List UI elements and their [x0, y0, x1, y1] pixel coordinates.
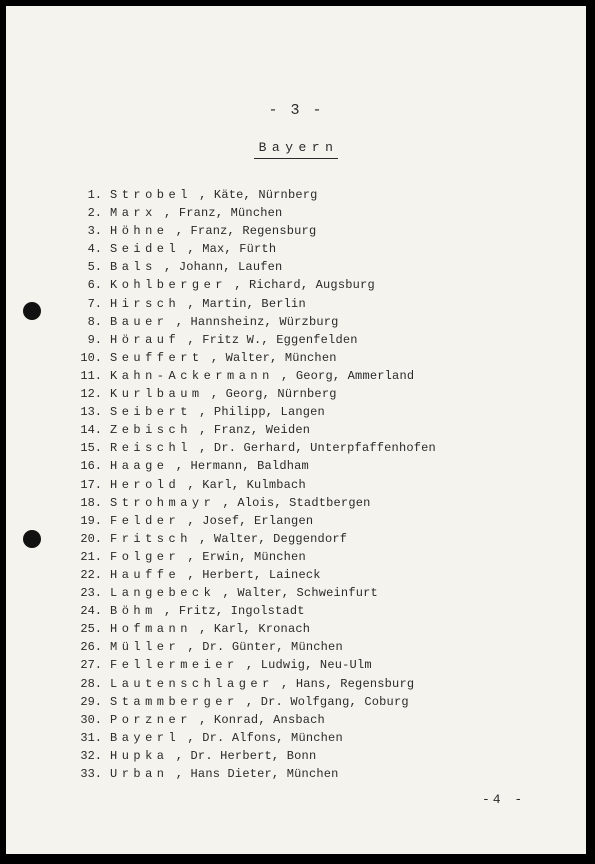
list-item-details: , Franz, Weiden — [199, 423, 311, 438]
list-item-details: , Hans, Regensburg — [281, 676, 415, 691]
list-item — [68, 295, 436, 313]
list-item-details: , Martin, Berlin — [187, 296, 306, 311]
list-item-details: , Fritz W., Eggenfelden — [187, 332, 358, 347]
list-item-details: , Konrad, Ansbach — [199, 712, 325, 727]
list-item-surname: Bayerl — [110, 730, 181, 745]
list-item — [68, 765, 436, 783]
list-item-number: 29. — [80, 694, 102, 709]
list-item-surname: Herold — [110, 477, 181, 492]
list-item-details: , Hermann, Baldham — [175, 459, 309, 474]
list-item-surname: Hupka — [110, 748, 169, 763]
list-item-details: , Georg, Nürnberg — [210, 387, 337, 402]
list-item-details: , Dr. Alfons, München — [187, 730, 343, 745]
list-item-surname: Seibert — [110, 405, 192, 420]
list-item-details: , Walter, Deggendorf — [199, 531, 348, 546]
list-item — [68, 457, 436, 475]
list-item-number: 32. — [80, 748, 102, 763]
list-item — [68, 258, 436, 276]
list-item — [68, 711, 436, 729]
list-item-number: 12. — [80, 387, 102, 402]
list-item-surname: Stammberger — [110, 694, 239, 709]
section-heading — [6, 140, 586, 155]
list-item-surname: Hörauf — [110, 332, 181, 347]
list-item-details: , Georg, Ammerland — [281, 368, 415, 383]
list-item — [68, 512, 436, 530]
list-item-surname: Hofmann — [110, 622, 192, 637]
list-item-surname: Strohmayr — [110, 495, 216, 510]
list-item-number: 17. — [80, 477, 102, 492]
list-item-surname: Reischl — [110, 441, 192, 456]
list-item-surname: Seuffert — [110, 350, 204, 365]
list-item-details: , Alois, Stadtbergen — [222, 495, 371, 510]
list-item-details: , Richard, Augsburg — [234, 278, 375, 293]
list-item-details: , Walter, Schweinfurt — [222, 586, 378, 601]
list-item-number: 33. — [80, 767, 102, 781]
list-item-surname: Böhm — [110, 604, 157, 619]
list-item-details: , Hans Dieter, München — [175, 767, 339, 781]
list-item-number: 24. — [80, 604, 102, 619]
list-item-surname: Fritsch — [110, 531, 192, 546]
list-item — [68, 530, 436, 548]
list-item-number: 30. — [80, 712, 102, 727]
punch-hole — [23, 530, 41, 548]
list-item-surname: Folger — [110, 549, 181, 564]
list-item-details: , Franz, München — [164, 206, 283, 221]
list-item — [68, 331, 436, 349]
list-item-surname: Urban — [110, 767, 169, 781]
list-item — [68, 367, 436, 385]
list-item-surname: Zebisch — [110, 423, 192, 438]
next-page-marker: -4 - — [482, 792, 526, 807]
list-item-details: , Fritz, Ingolstadt — [164, 604, 305, 619]
list-item-details: , Franz, Regensburg — [175, 224, 317, 239]
list-item — [68, 675, 436, 693]
list-item-surname: Lautenschlager — [110, 676, 274, 691]
list-item — [68, 240, 436, 258]
list-item-details: , Philipp, Langen — [199, 405, 325, 420]
list-item-surname: Hirsch — [110, 296, 181, 311]
list-item-surname: Bals — [110, 260, 157, 275]
list-item-number: 3. — [87, 224, 102, 239]
list-item — [68, 620, 436, 638]
list-item — [68, 494, 436, 512]
list-item — [68, 729, 436, 747]
list-item — [68, 584, 436, 602]
list-item — [68, 476, 436, 494]
list-item-number: 18. — [80, 495, 102, 510]
list-item-number: 25. — [80, 622, 102, 637]
list-item — [68, 204, 436, 222]
list-item-surname: Kahn-Ackermann — [110, 368, 274, 383]
list-item-surname: Langebeck — [110, 586, 216, 601]
list-item-details: , Ludwig, Neu-Ulm — [245, 658, 372, 673]
list-item — [68, 638, 436, 656]
list-item-number: 28. — [80, 676, 102, 691]
list-item-surname: Kohlberger — [110, 278, 228, 293]
list-item-details: , Max, Fürth — [187, 242, 277, 257]
list-item-details: , Johann, Laufen — [164, 260, 283, 275]
list-item — [68, 276, 436, 294]
list-item-details: , Herbert, Laineck — [187, 567, 321, 582]
list-item-details: , Erwin, München — [187, 549, 306, 564]
punch-hole — [23, 302, 41, 320]
list-item — [68, 222, 436, 240]
list-item-surname: Höhne — [110, 224, 169, 239]
list-item-surname: Felder — [110, 513, 181, 528]
list-item — [68, 186, 436, 204]
list-item-details: , Dr. Herbert, Bonn — [175, 748, 317, 763]
list-item-surname: Seidel — [110, 242, 181, 257]
list-item-surname: Strobel — [110, 188, 192, 202]
list-item — [68, 349, 436, 367]
list-item-number: 5. — [87, 260, 102, 275]
list-item-number: 8. — [87, 314, 102, 329]
list-item-number: 9. — [87, 332, 102, 347]
list-item-number: 11. — [80, 368, 102, 383]
list-item — [68, 548, 436, 566]
list-item-surname: Bauer — [110, 314, 169, 329]
list-item-number: 6. — [87, 278, 102, 293]
list-item-details: , Dr. Günter, München — [187, 640, 343, 655]
list-item-number: 13. — [80, 405, 102, 420]
list-item — [68, 421, 436, 439]
list-item — [68, 403, 436, 421]
list-item-number: 21. — [80, 549, 102, 564]
list-item — [68, 747, 436, 765]
list-item-details: , Karl, Kronach — [199, 622, 311, 637]
list-item-number: 7. — [87, 296, 102, 311]
list-item-number: 31. — [80, 730, 102, 745]
list-item — [68, 313, 436, 331]
list-item-details: , Karl, Kulmbach — [187, 477, 306, 492]
list-item-number: 4. — [87, 242, 102, 257]
list-item — [68, 439, 436, 457]
list-item-surname: Haage — [110, 459, 169, 474]
list-item-number: 16. — [80, 459, 102, 474]
list-item-surname: Hauffe — [110, 567, 181, 582]
list-item-surname: Kurlbaum — [110, 387, 204, 402]
list-item-details: , Josef, Erlangen — [187, 513, 314, 528]
list-item-surname: Fellermeier — [110, 658, 239, 673]
section-heading-text: Bayern — [254, 140, 339, 159]
list-item — [68, 602, 436, 620]
list-item — [68, 693, 436, 711]
list-item-number: 26. — [80, 640, 102, 655]
list-item-number: 19. — [80, 513, 102, 528]
list-item-number: 20. — [80, 531, 102, 546]
list-item — [68, 656, 436, 674]
list-item-number: 27. — [80, 658, 102, 673]
list-item-number: 22. — [80, 567, 102, 582]
list-item-surname: Marx — [110, 206, 157, 221]
list-item-details: , Hannsheinz, Würzburg — [175, 314, 339, 329]
list-item-number: 10. — [80, 350, 102, 365]
list-item — [68, 566, 436, 584]
list-item-number: 15. — [80, 441, 102, 456]
list-item-surname: Müller — [110, 640, 181, 655]
list-item-number: 1. — [87, 188, 102, 202]
list-item-details: , Walter, München — [210, 350, 337, 365]
list-item-number: 23. — [80, 586, 102, 601]
page-number: - 3 - — [268, 102, 324, 119]
list-item — [68, 385, 436, 403]
list-item-number: 2. — [87, 206, 102, 221]
document-page — [6, 6, 586, 854]
list-item-surname: Porzner — [110, 712, 192, 727]
list-item-details: , Dr. Wolfgang, Coburg — [245, 694, 409, 709]
list-item-details: , Dr. Gerhard, Unterpfaffenhofen — [199, 441, 436, 456]
list-item-details: , Käte, Nürnberg — [199, 188, 318, 202]
list-item-number: 14. — [80, 423, 102, 438]
member-list — [68, 186, 436, 783]
